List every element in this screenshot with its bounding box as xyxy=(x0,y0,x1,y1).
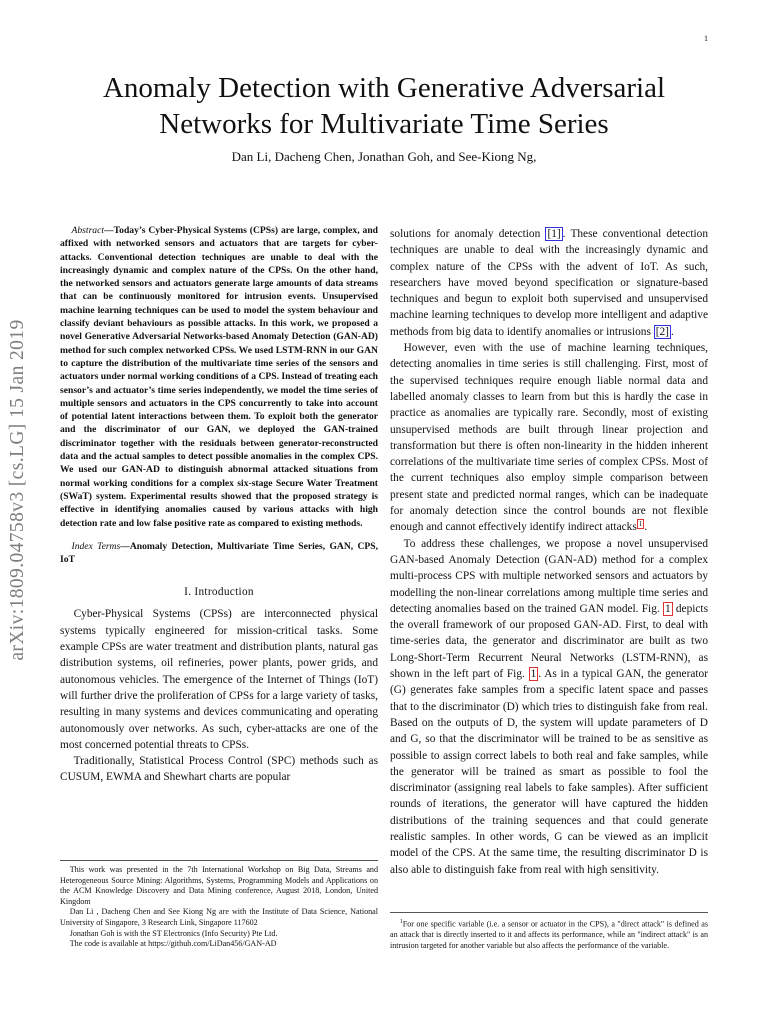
footnote-affiliation-st: Jonathan Goh is with the ST Electronics (Info Security) Pte Ltd. xyxy=(69,928,278,938)
right-column xyxy=(390,226,708,878)
footnote-workshop: This work was presented in the 7th International Workshop on Big Data, Streams and Heterogeneous Source Mining: Algorithms, Systems, Programming Models and Applications on the ACM Knowledge Discovery and Data Mining conference, August 2018, London, United Kingdom xyxy=(60,865,378,906)
footnote-direct-attack-text: For one specific variable (i.e. a sensor or actuator in the CPS), a "direct attack" is defined as an attack that is directly inserted to it and affects its performance, while an "indirect attack" is an intrusion targeted for another variable but also affects the performance of the variable. xyxy=(390,919,708,950)
intro-paragraph-2: Traditionally, Statistical Process Control (SPC) methods such as CUSUM, EWMA and Shewhart charts are popular xyxy=(60,755,378,784)
left-column xyxy=(60,224,378,786)
index-terms xyxy=(60,540,378,567)
footnote-code-link: The code is available at https://github.com/LiDan456/GAN-AD xyxy=(69,939,277,949)
right-paragraph-3-text-a: To address these challenges, we propose a novel unsupervised GAN-based Anomaly Detection (GAN-AD) method for a complex multi-process CPS with multiple networked sensors and actuators by modelling the non-linear correlations among multiple time series and detecting anomalies based on the trained GAN model. Fig. xyxy=(390,537,708,615)
paper-title-line-1: Anomaly Detection with Generative Adversarial xyxy=(102,72,666,104)
footnote-direct-attack xyxy=(390,917,708,951)
arxiv-identifier-stamp xyxy=(0,0,36,1024)
right-paragraph-2-text-a: However, even with the use of machine learning techniques, detecting anomalies in time series is still challenging. First, most of the supervised techniques require enough liable normal data and labelled anomaly classes to learn from but this is hardly the case in practice as anomalies are typically rare. Secondly, most of existing unsupervised methods are built through linear projection and transformation but there is often non-linearity in the hidden inherent correlations of the multivariate time series of complex CPSs. Most of the current techniques also employ simple comparison between present state and predicted normal ranges, which can be inadequate for anomaly detection since the control bounds are not flexible enough and cannot effectively identify indirect attacks xyxy=(390,342,708,534)
right-paragraph-1-text-c: . xyxy=(670,325,674,338)
right-paragraph-2 xyxy=(390,340,708,536)
right-paragraph-2-text-b: . xyxy=(644,521,648,534)
right-paragraph-3-text-c: . As in a typical GAN, the generator (G) generates fake samples from a specific latent space and passes that to the discriminator (D) which tries to distinguish fake from real. Based on the outputs of D, the system will update parameters of D and G, so that the discriminator will be trained to be as sensitive as possible to assign correct labels to both real and fake samples, while the generator will be trained as smart as possible to fool the discriminator (assigning real labels to fake samples). After sufficient rounds of iterations, the generator will have captured the hidden distributions of the training sequences and that could generate realistic samples. In other words, G can be viewed as an implicit model of the CPS. At the same time, the resulting discriminator D is also able to distinguish fake from real with high sensitivity. xyxy=(390,668,708,876)
figure-link-1-second[interactable]: 1 xyxy=(530,668,537,681)
citation-link-1[interactable]: [1] xyxy=(547,228,561,240)
page-number: 1 xyxy=(704,34,708,43)
right-paragraph-1-text-a: solutions for anomaly detection xyxy=(390,228,546,240)
right-paragraph-1-text-b: . These conventional detection techniques are unable to deal with the increasingly dynamic and complex nature of the CPSs with the advent of IoT. As such, researchers have moved beyond specification or signature-based techniques and begun to exploit both supervised and unsupervised machine learning techniques to develop more intelligent and adaptive methods from big data to identify anomalies or intrusions xyxy=(390,228,708,338)
index-terms-text: —Anomaly Detection, Multivariate Time Series, GAN, CPS, IoT xyxy=(60,540,379,566)
index-terms-label: Index Terms xyxy=(71,540,121,552)
citation-link-2[interactable]: [2] xyxy=(655,325,669,338)
abstract-label: Abstract xyxy=(71,225,105,236)
left-footnotes xyxy=(60,860,378,950)
right-paragraph-3-text-b: depicts the overall framework of our proposed GAN-AD. First, to deal with time-series data, the generator and discriminator are built as two Long-Short-Term Recurrent Neural Networks (LSTM-RNN), as shown in the left part of Fig. xyxy=(390,602,708,681)
footnote-link-1[interactable]: 1 xyxy=(638,519,643,528)
right-paragraph-3 xyxy=(390,536,708,878)
author-list: Dan Li, Dacheng Chen, Jonathan Goh, and See-Kiong Ng, xyxy=(231,149,537,164)
arxiv-identifier-text: arXiv:1809.04758v3 [cs.LG] 15 Jan 2019 xyxy=(7,319,28,661)
footnote-affiliation-nus: Dan Li , Dacheng Chen and See Kiong Ng are with the Institute of Data Science, National University of Singapore, 3 Research Link, Singapore 117602 xyxy=(60,907,378,927)
intro-paragraph-1: Cyber-Physical Systems (CPSs) are interconnected physical systems typically engineered for mission-critical tasks. Some example CPSs are water treatment and distribution plants, natural gas distribution systems, oil refineries, power plants, power grids, and autonomous vehicles. The emergence of the Internet of Things (IoT) will further drive the proliferation of CPSs for a large variety of tasks, resulting in many systems and devices communicating and operating autonomously over networks. As such, cyber-attacks are one of the most concerned potential threats to CPSs. xyxy=(60,608,378,751)
right-paragraph-1 xyxy=(390,226,708,340)
paper-title xyxy=(60,70,708,142)
section-heading-introduction: I. Introduction xyxy=(184,586,254,599)
paper-title-line-2: Networks for Multivariate Time Series xyxy=(159,108,609,140)
figure-link-1[interactable]: 1 xyxy=(664,602,671,615)
abstract xyxy=(60,224,378,530)
abstract-text: —Today’s Cyber-Physical Systems (CPSs) are large, complex, and affixed with networked sensors and actuators that are targets for cyber-attacks. Conventional detection techniques are unable to deal with the increasingly dynamic and complex nature of the CPSs. On the other hand, the networked sensors and actuators generate large amounts of data streams that can be continuously monitored for intrusion events. Unsupervised machine learning techniques can be used to model the system behaviour and classify deviant behaviours as possible attacks. In this work, we proposed a novel Generative Adversarial Networks-based Anomaly Detection (GAN-AD) method for such complex networked CPSs. We used LSTM-RNN in our GAN to capture the distribution of the multivariate time series of the sensors and actuators under normal working conditions of a CPS. Instead of treating each sensor’s and actuator’s time series independently, we model the time series of multiple sensors and actuators in the CPS concurrently to take into account of potential latent interactions between them. To exploit both the generator and the discriminator of our GAN, we deployed the GAN-trained discriminator together with the residuals between generator-reconstructed data and the actual samples to detect possible anomalies in the complex CPS. We used our GAN-AD to distinguish abnormal attacked situations from normal working conditions for a complex six-stage Secure Water Treatment (SWaT) system. Experimental results showed that the proposed strategy is effective in identifying anomalies caused by various attacks with high detection rate and low false positive rate as compared to existing methods. xyxy=(60,225,378,529)
footnote-mark: 1 xyxy=(399,919,403,925)
right-footnote xyxy=(390,912,708,951)
